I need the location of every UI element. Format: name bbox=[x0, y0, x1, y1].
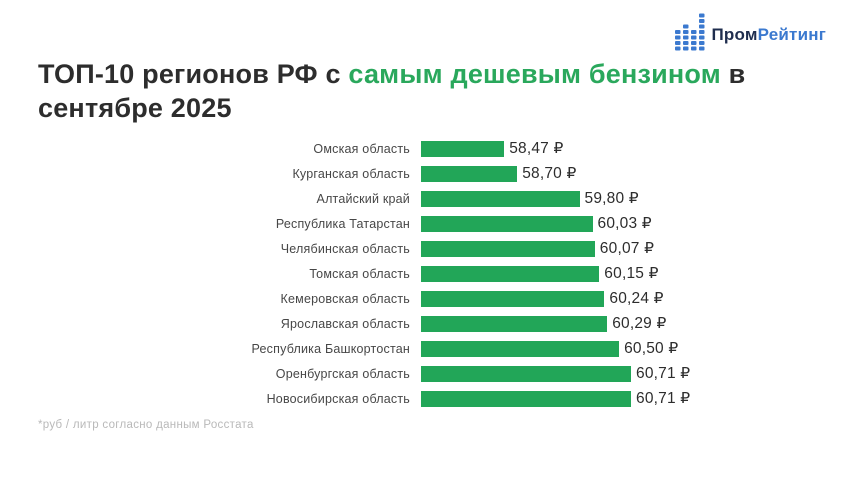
chart-row bbox=[0, 136, 850, 161]
title-line2: сентябре 2025 bbox=[38, 93, 232, 123]
bar bbox=[421, 341, 619, 357]
bar-value-label: 60,50 ₽ bbox=[624, 340, 679, 357]
bar-chart bbox=[0, 136, 850, 411]
chart-row bbox=[0, 211, 850, 236]
bar-category-label: Республика Татарстан bbox=[275, 216, 410, 231]
bar-value-label: 60,07 ₽ bbox=[599, 240, 655, 257]
logo bbox=[675, 13, 827, 51]
title-suffix: в bbox=[720, 59, 746, 89]
bar bbox=[421, 291, 604, 307]
bar bbox=[421, 191, 580, 207]
chart-row bbox=[0, 286, 850, 311]
bar-category-label: Оренбургская область bbox=[275, 366, 410, 381]
bar bbox=[421, 241, 595, 257]
bar-value-label: 60,29 ₽ bbox=[612, 315, 667, 332]
bar bbox=[421, 316, 607, 332]
chart-row bbox=[0, 336, 850, 361]
chart-row bbox=[0, 361, 850, 386]
bar-category-label: Алтайский край bbox=[316, 191, 410, 206]
footnote: *руб / литр согласно данным Росстата bbox=[38, 419, 254, 431]
bar-category-label: Омская область bbox=[313, 141, 410, 156]
bar bbox=[421, 366, 631, 382]
bar bbox=[421, 216, 593, 232]
logo-text-dark: Пром bbox=[711, 25, 758, 44]
bar-category-label: Новосибирская область bbox=[266, 391, 410, 406]
bar-category-label: Республика Башкортостан bbox=[251, 341, 410, 356]
chart-row bbox=[0, 236, 850, 261]
chart-row bbox=[0, 186, 850, 211]
bar bbox=[421, 166, 517, 182]
title-prefix: ТОП-10 регионов РФ с bbox=[38, 59, 349, 89]
bar-value-label: 60,03 ₽ bbox=[597, 215, 652, 232]
logo-text-blue: Рейтинг bbox=[757, 25, 826, 44]
bar bbox=[421, 266, 599, 282]
bar-category-label: Кемеровская область bbox=[280, 291, 410, 306]
bar bbox=[421, 391, 631, 407]
title-highlight: самым дешевым бензином bbox=[348, 59, 721, 89]
logo-text bbox=[712, 25, 827, 51]
bar-category-label: Челябинская область bbox=[280, 241, 410, 256]
chart-row bbox=[0, 161, 850, 186]
chart-row bbox=[0, 261, 850, 286]
bar-value-label: 60,15 ₽ bbox=[604, 265, 659, 282]
bar-value-label: 60,71 ₽ bbox=[636, 365, 691, 382]
bar-category-label: Томская область bbox=[309, 266, 410, 281]
bar-category-label: Курганская область bbox=[292, 166, 410, 181]
logo-bars-icon bbox=[675, 13, 705, 51]
page-title bbox=[38, 57, 833, 125]
bar-value-label: 59,80 ₽ bbox=[584, 190, 639, 207]
chart-row bbox=[0, 386, 850, 411]
bar bbox=[421, 141, 504, 157]
bar-value-label: 60,24 ₽ bbox=[609, 290, 664, 307]
bar-value-label: 60,71 ₽ bbox=[636, 390, 691, 407]
chart-row bbox=[0, 311, 850, 336]
bar-value-label: 58,47 ₽ bbox=[509, 140, 564, 157]
bar-value-label: 58,70 ₽ bbox=[522, 165, 577, 182]
bar-category-label: Ярославская область bbox=[280, 316, 410, 331]
